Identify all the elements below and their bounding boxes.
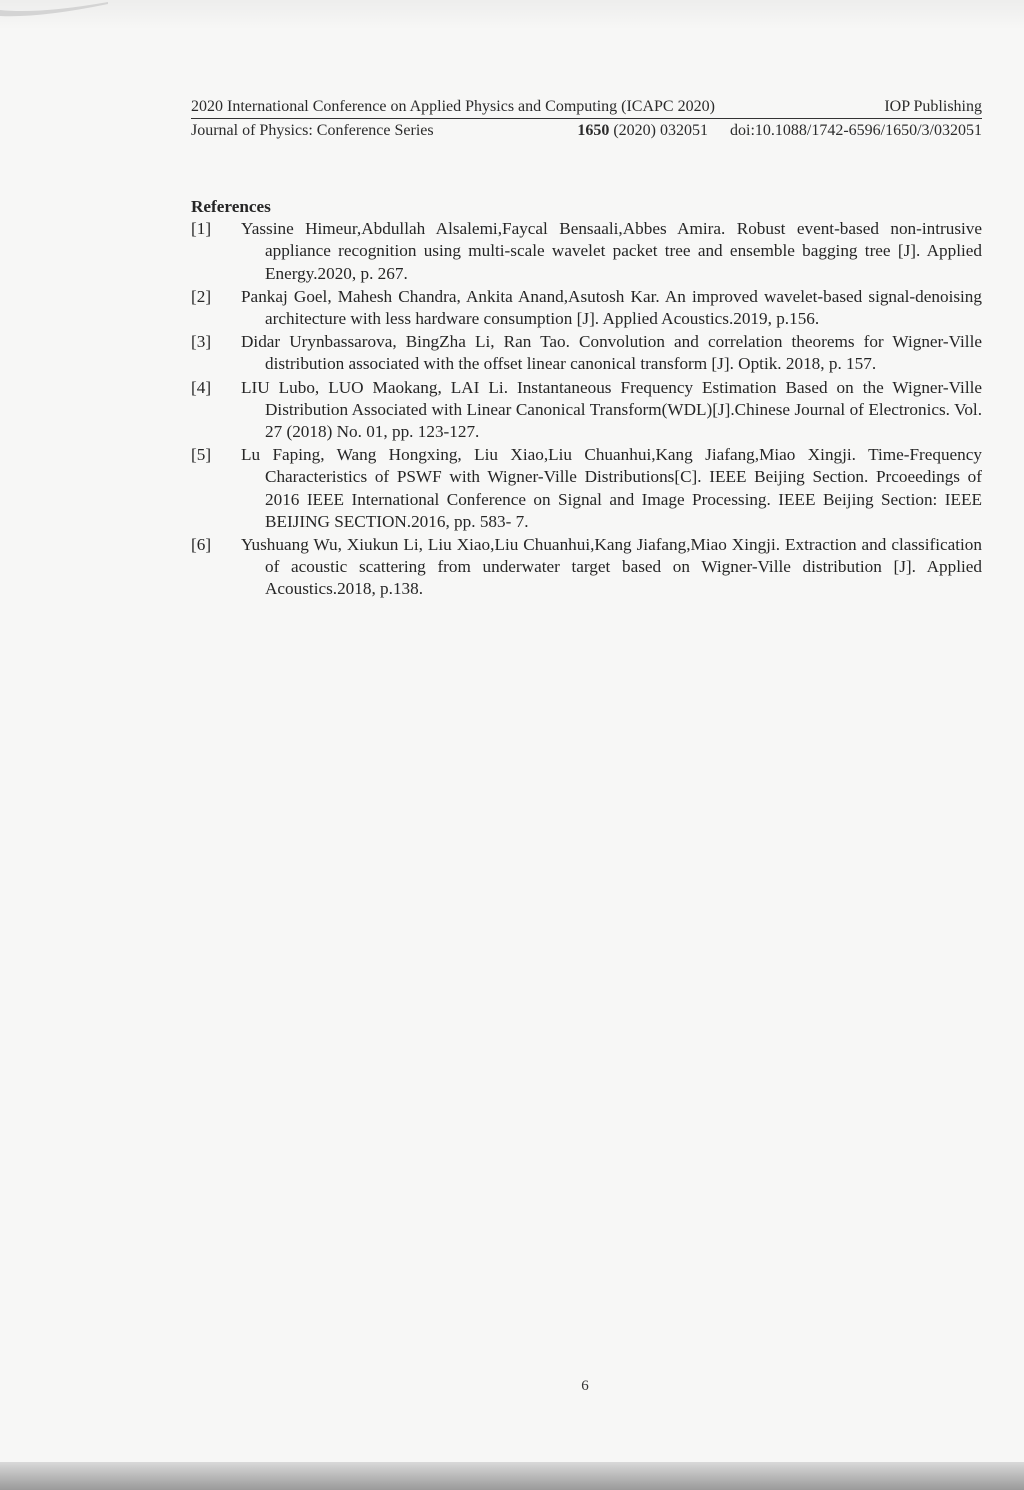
reference-text: Didar Urynbassarova, BingZha Li, Ran Tao. Convolution and correlation theorems for Wigner-Ville distribution associated with the offset linear canonical transform [J]. Optik. 2018, p. 157. [241,332,982,374]
reference-text: LIU Lubo, LUO Maokang, LAI Li. Instantaneous Frequency Estimation Based on the Wigner-Ville Distribution Associated with Linear Canonical Transform(WDL)[J].Chinese Journal of Electronics. Vol. 27 (2018) No. 01, pp. 123-127. [241,377,982,442]
doi: doi:10.1088/1742-6596/1650/3/032051 [730,122,982,139]
reference-text: Pankaj Goel, Mahesh Chandra, Ankita Anand,Asutosh Kar. An improved wavelet-based signal-denoising architecture with less hardware consumption [J]. Applied Acoustics.2019, p.156. [241,286,982,329]
reference-number: [3] [191,332,212,352]
reference-text: Yassine Himeur,Abdullah Alsalemi,Faycal Bensaali,Abbes Amira. Robust event-based non-intrusive appliance recognition using multi-scale wavelet packet tree and ensemble bagging tree [J]. Applied Energy.2020, p. 267. [241,219,982,283]
publisher-name: IOP Publishing [884,98,982,115]
scan-shadow-bottom [0,1462,1024,1490]
references-heading: References [191,197,271,216]
scan-shadow-top [0,0,1024,30]
volume-article [577,120,708,142]
header-top-row [191,96,982,118]
reference-item [191,218,982,285]
reference-number: [5] [191,445,212,465]
reference-number: [6] [191,535,212,555]
journal-name: Journal of Physics: Conference Series [191,122,434,139]
reference-item [191,286,982,330]
reference-item [191,331,982,375]
header-rule [191,118,982,119]
reference-item [191,534,982,601]
header-bottom-row [191,120,982,142]
year-article: (2020) 032051 [613,122,708,139]
references-section [191,196,982,602]
citation-info [577,120,982,142]
volume-number: 1650 [577,122,610,139]
reference-text: Lu Faping, Wang Hongxing, Liu Xiao,Liu Chuanhui,Kang Jiafang,Miao Xingji. Time-Frequency Characteristics of PSWF with Wigner-Ville Distributions[C]. IEEE Beijing Section. Prcoeedings of 2016 IEEE International Conference on Signal and Image Processing. IEEE Beijing Section: IEEE BEIJING SECTION.2016, pp. 583- 7. [241,445,982,531]
reference-text: Yushuang Wu, Xiukun Li, Liu Xiao,Liu Chuanhui,Kang Jiafang,Miao Xingji. Extraction and classification of acoustic scattering from underwater target based on Wigner-Ville distribution [J]. Applied Acoustics.2018, p.138. [241,535,982,599]
conference-name: 2020 International Conference on Applied Physics and Computing (ICAPC 2020) [191,98,715,115]
scan-corner-mark [0,0,110,22]
reference-number: [1] [191,219,212,239]
reference-number: [2] [191,286,212,306]
reference-number: [4] [191,377,212,397]
reference-item [191,377,982,444]
page-number: 6 [581,1378,589,1394]
reference-item [191,444,982,533]
running-header [191,96,982,142]
